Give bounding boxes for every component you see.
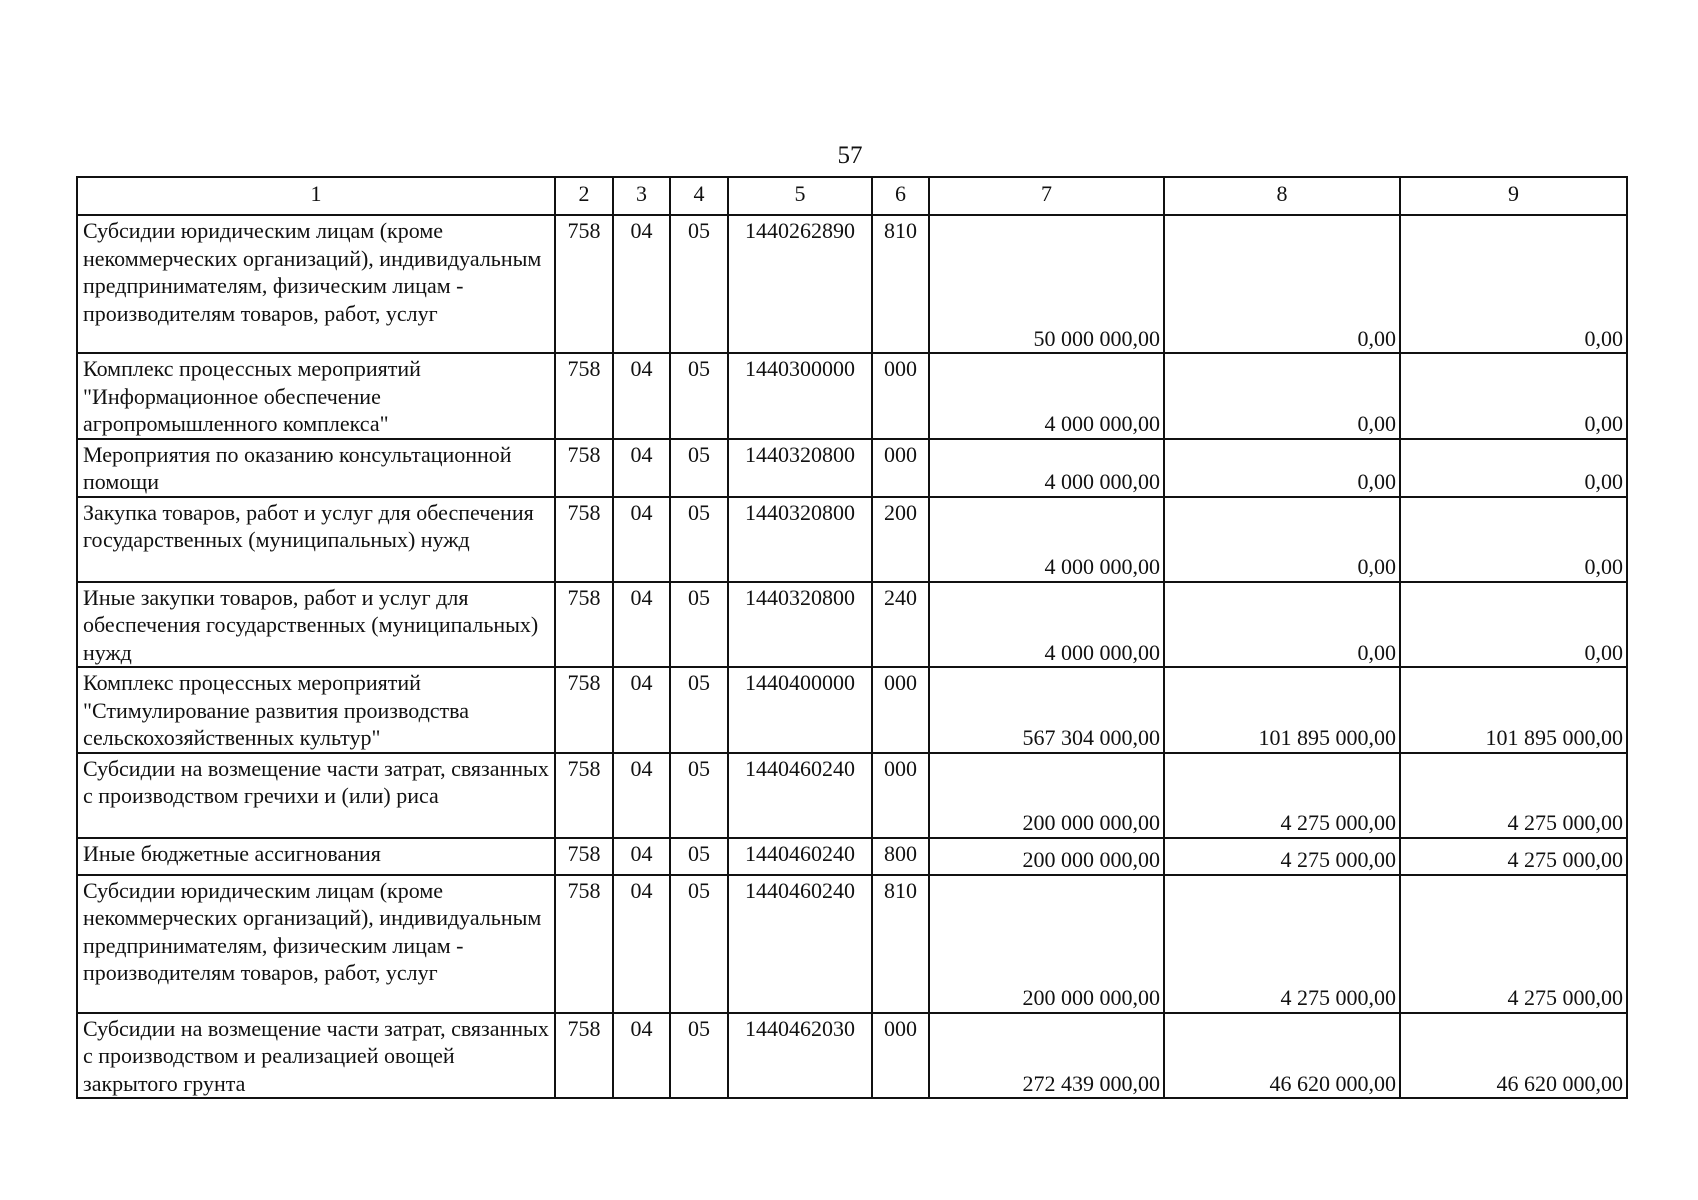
admin-code-cell: 758 bbox=[555, 667, 613, 753]
admin-code-cell: 758 bbox=[555, 439, 613, 497]
header-col-1: 1 bbox=[77, 177, 555, 215]
subsection-code-cell: 05 bbox=[670, 875, 728, 1013]
section-code-cell: 04 bbox=[613, 667, 670, 753]
table-row bbox=[77, 1013, 1627, 1099]
amount-col-7-cell: 272 439 000,00 bbox=[929, 1013, 1164, 1099]
row-name-cell: Иные бюджетные ассигнования bbox=[77, 838, 555, 875]
row-name-cell: Субсидии юридическим лицам (кроме некоммерческих организаций), индивидуальным предпринимателям, физическим лицам - производителям товаров, работ, услуг bbox=[77, 215, 555, 353]
section-code-cell: 04 bbox=[613, 582, 670, 668]
target-article-cell: 1440262890 bbox=[728, 215, 872, 353]
amount-col-7-cell: 50 000 000,00 bbox=[929, 215, 1164, 353]
row-name-cell: Закупка товаров, работ и услуг для обеспечения государственных (муниципальных) нужд bbox=[77, 497, 555, 582]
table-row bbox=[77, 215, 1627, 353]
amount-col-9-cell: 0,00 bbox=[1400, 215, 1627, 353]
amount-col-8-cell: 0,00 bbox=[1164, 582, 1400, 668]
header-col-6: 6 bbox=[872, 177, 929, 215]
row-name-cell: Субсидии на возмещение части затрат, связанных с производством и реализацией овощей закрытого грунта bbox=[77, 1013, 555, 1099]
row-name-cell: Иные закупки товаров, работ и услуг для обеспечения государственных (муниципальных) нужд bbox=[77, 582, 555, 668]
section-code-cell: 04 bbox=[613, 1013, 670, 1099]
amount-col-8-cell: 0,00 bbox=[1164, 353, 1400, 439]
subsection-code-cell: 05 bbox=[670, 838, 728, 875]
amount-col-9-cell: 4 275 000,00 bbox=[1400, 753, 1627, 838]
amount-col-7-cell: 4 000 000,00 bbox=[929, 497, 1164, 582]
amount-col-7-cell: 4 000 000,00 bbox=[929, 353, 1164, 439]
row-name-cell: Комплекс процессных мероприятий "Информационное обеспечение агропромышленного комплекса" bbox=[77, 353, 555, 439]
amount-col-7-cell: 4 000 000,00 bbox=[929, 582, 1164, 668]
table-row bbox=[77, 838, 1627, 875]
target-article-cell: 1440400000 bbox=[728, 667, 872, 753]
amount-col-7-cell: 200 000 000,00 bbox=[929, 875, 1164, 1013]
amount-col-9-cell: 0,00 bbox=[1400, 582, 1627, 668]
subsection-code-cell: 05 bbox=[670, 667, 728, 753]
header-col-3: 3 bbox=[613, 177, 670, 215]
section-code-cell: 04 bbox=[613, 497, 670, 582]
amount-col-8-cell: 4 275 000,00 bbox=[1164, 753, 1400, 838]
expense-type-cell: 000 bbox=[872, 667, 929, 753]
header-col-9: 9 bbox=[1400, 177, 1627, 215]
admin-code-cell: 758 bbox=[555, 1013, 613, 1099]
admin-code-cell: 758 bbox=[555, 875, 613, 1013]
amount-col-9-cell: 0,00 bbox=[1400, 439, 1627, 497]
amount-col-7-cell: 200 000 000,00 bbox=[929, 753, 1164, 838]
header-col-8: 8 bbox=[1164, 177, 1400, 215]
target-article-cell: 1440460240 bbox=[728, 875, 872, 1013]
row-name-cell: Комплекс процессных мероприятий "Стимулирование развития производства сельскохозяйственных культур" bbox=[77, 667, 555, 753]
expense-type-cell: 000 bbox=[872, 1013, 929, 1099]
section-code-cell: 04 bbox=[613, 838, 670, 875]
amount-col-8-cell: 4 275 000,00 bbox=[1164, 875, 1400, 1013]
expense-type-cell: 240 bbox=[872, 582, 929, 668]
budget-table bbox=[76, 176, 1628, 1099]
expense-type-cell: 800 bbox=[872, 838, 929, 875]
row-name-cell: Мероприятия по оказанию консультационной помощи bbox=[77, 439, 555, 497]
subsection-code-cell: 05 bbox=[670, 1013, 728, 1099]
expense-type-cell: 000 bbox=[872, 439, 929, 497]
amount-col-8-cell: 46 620 000,00 bbox=[1164, 1013, 1400, 1099]
admin-code-cell: 758 bbox=[555, 215, 613, 353]
table-header-row bbox=[77, 177, 1627, 215]
amount-col-7-cell: 4 000 000,00 bbox=[929, 439, 1164, 497]
amount-col-9-cell: 0,00 bbox=[1400, 353, 1627, 439]
target-article-cell: 1440460240 bbox=[728, 753, 872, 838]
expense-type-cell: 200 bbox=[872, 497, 929, 582]
admin-code-cell: 758 bbox=[555, 353, 613, 439]
expense-type-cell: 810 bbox=[872, 215, 929, 353]
subsection-code-cell: 05 bbox=[670, 497, 728, 582]
table-row bbox=[77, 875, 1627, 1013]
admin-code-cell: 758 bbox=[555, 582, 613, 668]
subsection-code-cell: 05 bbox=[670, 353, 728, 439]
amount-col-7-cell: 567 304 000,00 bbox=[929, 667, 1164, 753]
subsection-code-cell: 05 bbox=[670, 753, 728, 838]
amount-col-9-cell: 46 620 000,00 bbox=[1400, 1013, 1627, 1099]
section-code-cell: 04 bbox=[613, 875, 670, 1013]
header-col-5: 5 bbox=[728, 177, 872, 215]
target-article-cell: 1440320800 bbox=[728, 497, 872, 582]
header-col-4: 4 bbox=[670, 177, 728, 215]
amount-col-8-cell: 0,00 bbox=[1164, 215, 1400, 353]
section-code-cell: 04 bbox=[613, 439, 670, 497]
expense-type-cell: 000 bbox=[872, 753, 929, 838]
table-row bbox=[77, 497, 1627, 582]
table-row bbox=[77, 353, 1627, 439]
amount-col-8-cell: 0,00 bbox=[1164, 497, 1400, 582]
expense-type-cell: 810 bbox=[872, 875, 929, 1013]
target-article-cell: 1440300000 bbox=[728, 353, 872, 439]
row-name-cell: Субсидии на возмещение части затрат, связанных с производством гречихи и (или) риса bbox=[77, 753, 555, 838]
subsection-code-cell: 05 bbox=[670, 582, 728, 668]
target-article-cell: 1440320800 bbox=[728, 582, 872, 668]
header-col-7: 7 bbox=[929, 177, 1164, 215]
target-article-cell: 1440320800 bbox=[728, 439, 872, 497]
amount-col-9-cell: 101 895 000,00 bbox=[1400, 667, 1627, 753]
page-number: 57 bbox=[837, 142, 863, 169]
subsection-code-cell: 05 bbox=[670, 215, 728, 353]
amount-col-8-cell: 4 275 000,00 bbox=[1164, 838, 1400, 875]
target-article-cell: 1440462030 bbox=[728, 1013, 872, 1099]
table-row bbox=[77, 667, 1627, 753]
amount-col-9-cell: 4 275 000,00 bbox=[1400, 838, 1627, 875]
table-row bbox=[77, 439, 1627, 497]
row-name-cell: Субсидии юридическим лицам (кроме некоммерческих организаций), индивидуальным предпринимателям, физическим лицам - производителям товаров, работ, услуг bbox=[77, 875, 555, 1013]
section-code-cell: 04 bbox=[613, 353, 670, 439]
amount-col-7-cell: 200 000 000,00 bbox=[929, 838, 1164, 875]
admin-code-cell: 758 bbox=[555, 753, 613, 838]
table-row bbox=[77, 753, 1627, 838]
table-row bbox=[77, 582, 1627, 668]
subsection-code-cell: 05 bbox=[670, 439, 728, 497]
amount-col-8-cell: 0,00 bbox=[1164, 439, 1400, 497]
admin-code-cell: 758 bbox=[555, 497, 613, 582]
section-code-cell: 04 bbox=[613, 215, 670, 353]
section-code-cell: 04 bbox=[613, 753, 670, 838]
amount-col-9-cell: 4 275 000,00 bbox=[1400, 875, 1627, 1013]
amount-col-8-cell: 101 895 000,00 bbox=[1164, 667, 1400, 753]
expense-type-cell: 000 bbox=[872, 353, 929, 439]
target-article-cell: 1440460240 bbox=[728, 838, 872, 875]
amount-col-9-cell: 0,00 bbox=[1400, 497, 1627, 582]
admin-code-cell: 758 bbox=[555, 838, 613, 875]
header-col-2: 2 bbox=[555, 177, 613, 215]
